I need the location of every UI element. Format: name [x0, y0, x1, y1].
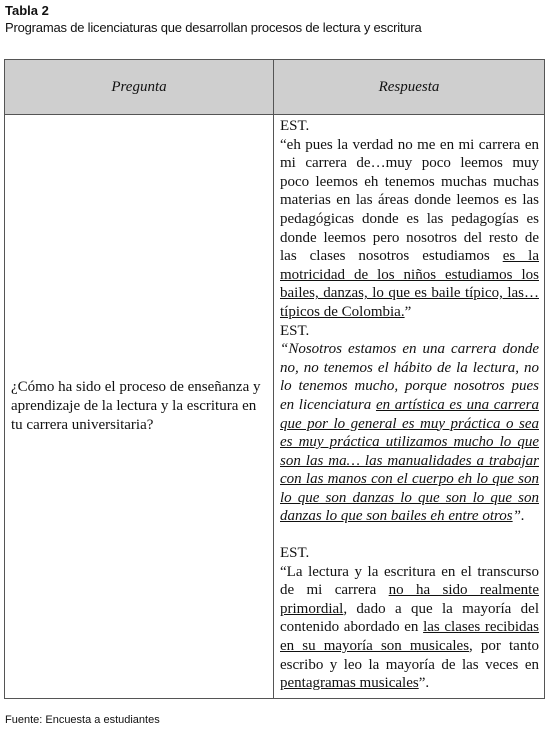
spacer	[280, 526, 539, 544]
response-label: EST.	[280, 118, 310, 134]
header-pregunta: Pregunta	[5, 60, 274, 115]
response-block-3	[280, 544, 539, 693]
underlined-text: es la motricidad de los niños estudiamos los bailes, danzas, lo que es baile típico, las… típicos de Colombia.	[280, 248, 539, 320]
table-caption-subtitle: Programas de licenciaturas que desarrollan procesos de lectura y escritura	[5, 20, 422, 35]
table-caption-title: Tabla 2	[5, 3, 49, 18]
text-segment: “eh pues la verdad no me en mi carrera en mi carrera de…muy poco leemos muy poco leemos eh tenemos muchas muchas materias en las áreas donde leemos es las pedagógicas donde es las pedagogías es donde leemos pero nosotros del resto de las clases nosotros estudiamos	[280, 136, 539, 265]
text-segment: ”.	[512, 508, 525, 525]
underlined-text: no ha sido realmente primordial	[280, 582, 539, 617]
question-cell: ¿Cómo ha sido el proceso de enseñanza y aprendizaje de la lectura y la escritura en tu carrera universitaria?	[5, 115, 274, 699]
response-block-2	[280, 322, 539, 527]
text-segment: ”	[404, 303, 412, 320]
response-text	[280, 136, 539, 322]
response-label: EST.	[280, 322, 310, 339]
underlined-text: en artística es una carrera que por lo general es muy práctica o sea es muy práctica utilizamos mucho lo que son las ma… las manualidades a trabajar con las manos con el cuerpo eh lo que son lo que son danzas lo que son lo que son danzas lo que son bailes eh entre otros	[280, 396, 539, 525]
text-segment: , dado a que la mayoría del contenido abordado en	[280, 600, 539, 636]
table-header-row	[5, 60, 545, 115]
text-segment: , por tanto escribo y leo la mayoría de las veces en	[280, 638, 539, 673]
response-cell	[274, 115, 545, 699]
header-respuesta: Respuesta	[274, 60, 545, 115]
underlined-text: las clases recibidas en su mayoría son musicales	[280, 619, 539, 655]
response-label: EST.	[280, 545, 310, 562]
underlined-text: pentagramas musicales	[280, 675, 419, 692]
data-table	[4, 59, 545, 699]
text-segment: ”.	[418, 675, 430, 692]
table-row	[5, 115, 545, 699]
text-segment: “La lectura y la escritura en el transcurso de mi carrera	[280, 563, 539, 599]
response-text	[280, 563, 539, 693]
response-text	[280, 340, 539, 526]
source-note: Fuente: Encuesta a estudiantes	[5, 714, 160, 726]
text-segment: “Nosotros estamos en una carrera donde no, no tenemos el hábito de la lectura, no lo tenemos mucho, porque nosotros pues en licenciatura	[280, 341, 539, 413]
response-block-1	[280, 117, 539, 322]
